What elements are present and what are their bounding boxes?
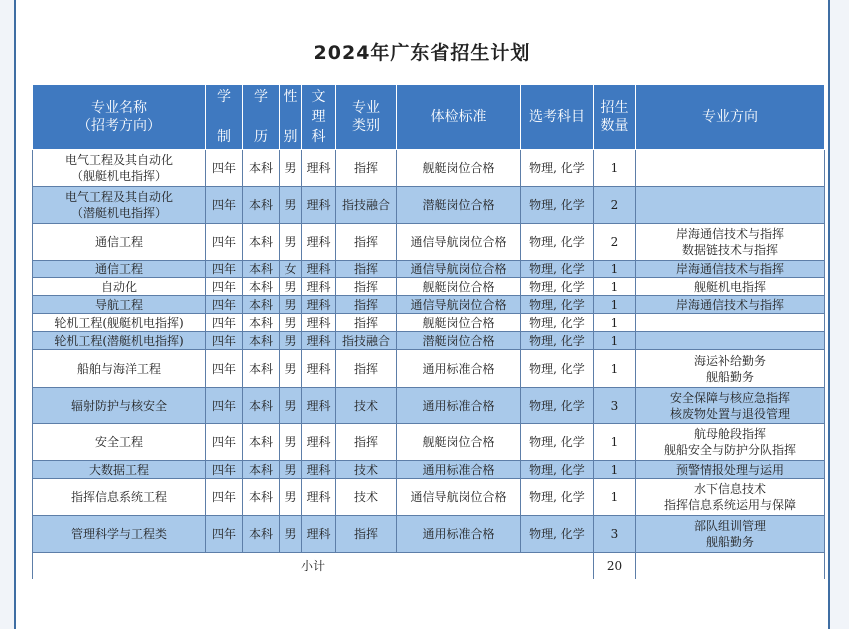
cell-track: 理科 [302, 479, 336, 516]
cell-direction: 岸海通信技术与指挥 [636, 296, 825, 314]
cell-gender: 男 [280, 314, 302, 332]
cell-category: 指挥 [336, 150, 397, 187]
cell-count: 1 [594, 261, 636, 278]
cell-count: 1 [594, 461, 636, 479]
cell-subjects: 物理, 化学 [521, 479, 594, 516]
cell-degree: 本科 [243, 332, 280, 350]
cell-major: 辐射防护与核安全 [33, 388, 206, 424]
cell-track: 理科 [302, 516, 336, 553]
cell-system: 四年 [206, 350, 243, 388]
cell-major: 自动化 [33, 278, 206, 296]
cell-system: 四年 [206, 296, 243, 314]
cell-subjects: 物理, 化学 [521, 332, 594, 350]
table-row [33, 332, 825, 350]
header-system [206, 85, 243, 150]
cell-subjects: 物理, 化学 [521, 314, 594, 332]
cell-degree: 本科 [243, 314, 280, 332]
table-row [33, 261, 825, 278]
cell-category: 指挥 [336, 296, 397, 314]
cell-direction: 部队组训管理 舰船勤务 [636, 516, 825, 553]
cell-gender: 男 [280, 187, 302, 224]
cell-system: 四年 [206, 424, 243, 461]
subtotal-direction [636, 553, 825, 579]
table-row [33, 461, 825, 479]
cell-system: 四年 [206, 224, 243, 261]
cell-degree: 本科 [243, 150, 280, 187]
cell-subjects: 物理, 化学 [521, 224, 594, 261]
cell-track: 理科 [302, 461, 336, 479]
cell-category: 指挥 [336, 314, 397, 332]
cell-degree: 本科 [243, 296, 280, 314]
cell-degree: 本科 [243, 261, 280, 278]
cell-major: 管理科学与工程类 [33, 516, 206, 553]
cell-system: 四年 [206, 516, 243, 553]
cell-subjects: 物理, 化学 [521, 150, 594, 187]
table-row [33, 424, 825, 461]
cell-subjects: 物理, 化学 [521, 296, 594, 314]
table-row [33, 314, 825, 332]
cell-subjects: 物理, 化学 [521, 516, 594, 553]
cell-system: 四年 [206, 332, 243, 350]
cell-subjects: 物理, 化学 [521, 261, 594, 278]
cell-track: 理科 [302, 278, 336, 296]
cell-degree: 本科 [243, 424, 280, 461]
header-category: 专业 类别 [336, 85, 397, 150]
cell-degree: 本科 [243, 350, 280, 388]
cell-category: 指挥 [336, 350, 397, 388]
cell-degree: 本科 [243, 224, 280, 261]
cell-direction [636, 314, 825, 332]
cell-count: 1 [594, 424, 636, 461]
cell-count: 1 [594, 278, 636, 296]
cell-degree: 本科 [243, 187, 280, 224]
header-track-char: 理 [311, 109, 326, 125]
cell-system: 四年 [206, 461, 243, 479]
cell-gender: 男 [280, 278, 302, 296]
header-count: 招生 数量 [594, 85, 636, 150]
page-title: 2024年广东省招生计划 [313, 42, 531, 64]
cell-physical: 舰艇岗位合格 [397, 314, 521, 332]
table-row [33, 187, 825, 224]
cell-track: 理科 [302, 350, 336, 388]
cell-physical: 潜艇岗位合格 [397, 332, 521, 350]
cell-direction: 安全保障与核应急指挥 核废物处置与退役管理 [636, 388, 825, 424]
cell-direction: 水下信息技术 指挥信息系统运用与保障 [636, 479, 825, 516]
document-frame [14, 0, 830, 629]
cell-degree: 本科 [243, 479, 280, 516]
cell-physical: 通用标准合格 [397, 516, 521, 553]
cell-track: 理科 [302, 314, 336, 332]
cell-track: 理科 [302, 150, 336, 187]
cell-gender: 女 [280, 261, 302, 278]
cell-count: 1 [594, 150, 636, 187]
cell-subjects: 物理, 化学 [521, 388, 594, 424]
cell-subjects: 物理, 化学 [521, 187, 594, 224]
cell-category: 技术 [336, 388, 397, 424]
table-row [33, 350, 825, 388]
cell-category: 技术 [336, 461, 397, 479]
cell-major: 船舶与海洋工程 [33, 350, 206, 388]
cell-major: 通信工程 [33, 224, 206, 261]
cell-system: 四年 [206, 314, 243, 332]
cell-gender: 男 [280, 224, 302, 261]
cell-subjects: 物理, 化学 [521, 424, 594, 461]
header-system-char: 学 [217, 89, 231, 105]
cell-physical: 通信导航岗位合格 [397, 224, 521, 261]
cell-direction [636, 332, 825, 350]
cell-major: 轮机工程(舰艇机电指挥) [33, 314, 206, 332]
header-degree-char: 历 [254, 129, 268, 145]
cell-gender: 男 [280, 388, 302, 424]
cell-category: 技术 [336, 479, 397, 516]
cell-count: 1 [594, 332, 636, 350]
cell-gender: 男 [280, 150, 302, 187]
header-system-char: 制 [217, 129, 231, 145]
header-subjects: 选考科目 [521, 85, 594, 150]
header-degree [243, 85, 280, 150]
cell-direction: 预警情报处理与运用 [636, 461, 825, 479]
cell-physical: 通用标准合格 [397, 388, 521, 424]
cell-count: 1 [594, 314, 636, 332]
header-gender-char: 性 [283, 89, 298, 105]
subtotal-label: 小计 [33, 553, 594, 579]
cell-count: 2 [594, 224, 636, 261]
cell-gender: 男 [280, 516, 302, 553]
table-row [33, 479, 825, 516]
cell-track: 理科 [302, 261, 336, 278]
header-track-char: 文 [311, 89, 326, 105]
cell-track: 理科 [302, 187, 336, 224]
cell-physical: 通用标准合格 [397, 350, 521, 388]
cell-system: 四年 [206, 261, 243, 278]
header-track-char: 科 [311, 129, 326, 145]
cell-major: 电气工程及其自动化 （潜艇机电指挥） [33, 187, 206, 224]
cell-direction [636, 150, 825, 187]
cell-subjects: 物理, 化学 [521, 461, 594, 479]
table-row [33, 150, 825, 187]
cell-direction [636, 187, 825, 224]
cell-track: 理科 [302, 332, 336, 350]
cell-category: 指挥 [336, 516, 397, 553]
subtotal-row [33, 553, 825, 579]
cell-category: 指技融合 [336, 332, 397, 350]
cell-track: 理科 [302, 224, 336, 261]
header-major: 专业名称 （招考方向） [33, 85, 206, 150]
cell-category: 指挥 [336, 261, 397, 278]
cell-direction: 岸海通信技术与指挥 数据链技术与指挥 [636, 224, 825, 261]
cell-count: 1 [594, 350, 636, 388]
cell-physical: 通信导航岗位合格 [397, 296, 521, 314]
cell-system: 四年 [206, 479, 243, 516]
cell-count: 3 [594, 516, 636, 553]
cell-category: 指技融合 [336, 187, 397, 224]
cell-track: 理科 [302, 296, 336, 314]
cell-major: 通信工程 [33, 261, 206, 278]
cell-subjects: 物理, 化学 [521, 278, 594, 296]
table-row [33, 296, 825, 314]
cell-major: 导航工程 [33, 296, 206, 314]
cell-degree: 本科 [243, 516, 280, 553]
cell-system: 四年 [206, 150, 243, 187]
cell-direction: 岸海通信技术与指挥 [636, 261, 825, 278]
cell-subjects: 物理, 化学 [521, 350, 594, 388]
cell-system: 四年 [206, 388, 243, 424]
table-header-row [33, 85, 825, 150]
cell-count: 3 [594, 388, 636, 424]
cell-gender: 男 [280, 461, 302, 479]
cell-count: 1 [594, 479, 636, 516]
cell-track: 理科 [302, 424, 336, 461]
cell-degree: 本科 [243, 461, 280, 479]
cell-physical: 通用标准合格 [397, 461, 521, 479]
cell-category: 指挥 [336, 424, 397, 461]
cell-system: 四年 [206, 187, 243, 224]
cell-major: 电气工程及其自动化 （舰艇机电指挥） [33, 150, 206, 187]
cell-degree: 本科 [243, 278, 280, 296]
cell-physical: 潜艇岗位合格 [397, 187, 521, 224]
cell-category: 指挥 [336, 224, 397, 261]
header-gender [280, 85, 302, 150]
cell-major: 安全工程 [33, 424, 206, 461]
header-track [302, 85, 336, 150]
cell-degree: 本科 [243, 388, 280, 424]
header-physical: 体检标准 [397, 85, 521, 150]
cell-count: 1 [594, 296, 636, 314]
header-direction: 专业方向 [636, 85, 825, 150]
table-row [33, 388, 825, 424]
table-row [33, 516, 825, 553]
cell-gender: 男 [280, 296, 302, 314]
cell-gender: 男 [280, 332, 302, 350]
cell-gender: 男 [280, 479, 302, 516]
cell-category: 指挥 [336, 278, 397, 296]
cell-major: 指挥信息系统工程 [33, 479, 206, 516]
header-degree-char: 学 [254, 89, 268, 105]
enrollment-table [32, 84, 825, 579]
cell-physical: 舰艇岗位合格 [397, 150, 521, 187]
cell-count: 2 [594, 187, 636, 224]
table-row [33, 278, 825, 296]
header-gender-char: 别 [283, 129, 298, 145]
cell-physical: 通信导航岗位合格 [397, 261, 521, 278]
cell-major: 轮机工程(潜艇机电指挥) [33, 332, 206, 350]
subtotal-count: 20 [594, 553, 636, 579]
cell-direction: 舰艇机电指挥 [636, 278, 825, 296]
cell-system: 四年 [206, 278, 243, 296]
cell-gender: 男 [280, 424, 302, 461]
cell-direction: 航母舱段指挥 舰船安全与防护分队指挥 [636, 424, 825, 461]
cell-direction: 海运补给勤务 舰船勤务 [636, 350, 825, 388]
cell-track: 理科 [302, 388, 336, 424]
cell-physical: 通信导航岗位合格 [397, 479, 521, 516]
cell-major: 大数据工程 [33, 461, 206, 479]
cell-gender: 男 [280, 350, 302, 388]
cell-physical: 舰艇岗位合格 [397, 424, 521, 461]
table-row [33, 224, 825, 261]
cell-physical: 舰艇岗位合格 [397, 278, 521, 296]
